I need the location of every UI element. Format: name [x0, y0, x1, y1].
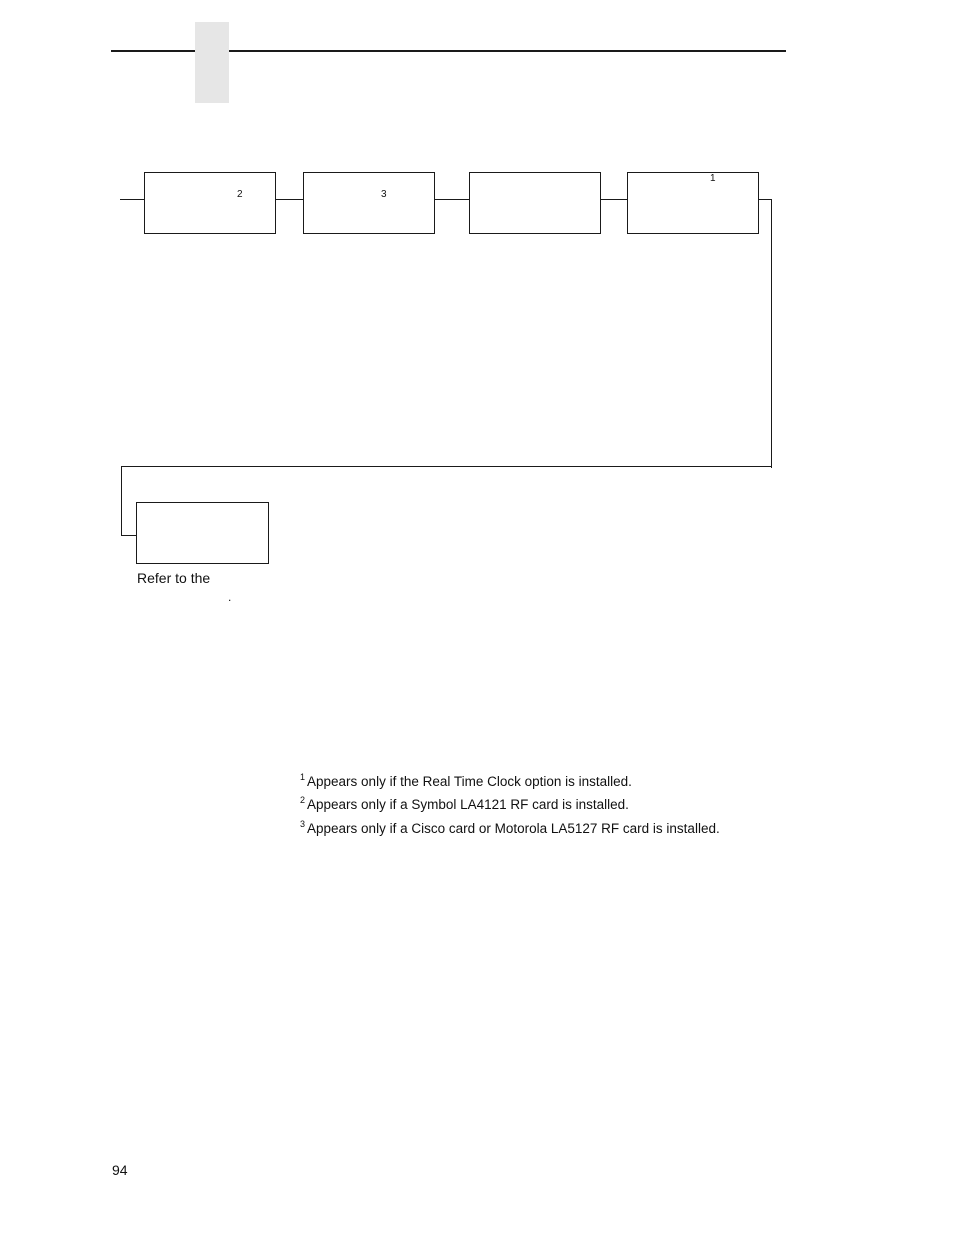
- entry-connector: [120, 199, 145, 200]
- return-line-left: [121, 466, 122, 536]
- footnote-3-mark: 3: [300, 819, 306, 829]
- footnote-3-text: Appears only if a Cisco card or Motorola LA5127 RF card is installed.: [307, 821, 720, 836]
- connector-1-2: [275, 199, 304, 200]
- menu-box-3: [469, 172, 601, 234]
- refer-period: .: [228, 590, 232, 604]
- footnote-2: [300, 797, 629, 813]
- connector-3-4: [600, 199, 628, 200]
- footnote-1: [300, 774, 632, 790]
- return-connector: [121, 535, 137, 536]
- footnote-2-text: Appears only if a Symbol LA4121 RF card is installed.: [307, 797, 629, 812]
- chapter-tab: [195, 22, 229, 103]
- box-1-footnote-marker: 2: [237, 189, 243, 200]
- box-4-footnote-marker: 1: [710, 173, 716, 184]
- menu-box-5: [136, 502, 269, 564]
- box-2-footnote-marker: 3: [381, 189, 387, 200]
- return-line-right: [771, 199, 772, 468]
- footnote-1-text: Appears only if the Real Time Clock option is installed.: [307, 774, 632, 789]
- refer-text: Refer to the: [137, 570, 211, 586]
- menu-box-1: [144, 172, 276, 234]
- return-line-bottom: [121, 466, 772, 467]
- menu-box-2: [303, 172, 435, 234]
- menu-box-4: [627, 172, 759, 234]
- connector-2-3: [434, 199, 470, 200]
- footnote-3: [300, 821, 720, 837]
- page-number: 94: [112, 1162, 128, 1178]
- footnote-1-mark: 1: [300, 772, 306, 782]
- footnote-2-mark: 2: [300, 795, 306, 805]
- connector-4-out: [758, 199, 772, 200]
